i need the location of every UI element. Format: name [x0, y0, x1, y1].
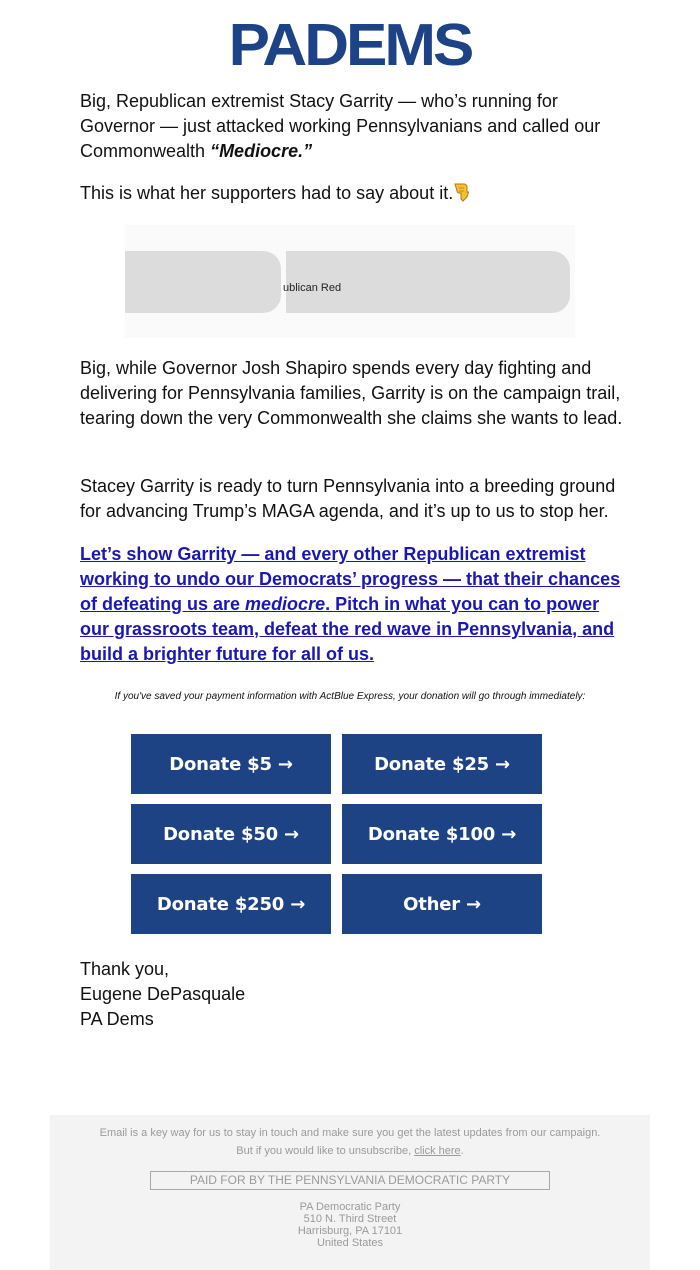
donate-100-button[interactable]: Donate $100 →: [342, 804, 542, 864]
donate-250-button[interactable]: Donate $250 →: [131, 874, 331, 934]
donate-other-button[interactable]: Other →: [342, 874, 542, 934]
donate-50-button[interactable]: Donate $50 →: [131, 804, 331, 864]
footer-unsubscribe-line: [50, 1145, 650, 1157]
donate-5-button[interactable]: Donate $5 →: [131, 734, 331, 794]
unsubscribe-prefix: But if you would like to unsubscribe,: [236, 1145, 415, 1157]
address-country: United States: [316, 1237, 384, 1249]
donate-25-button[interactable]: Donate $25 →: [342, 734, 542, 794]
shapiro-paragraph: Big, while Governor Josh Shapiro spends every day fighting and delivering for Pennsylvania families, Garrity is on the campaign trail, tearing down the very Commonwealth she claims she wants to lead.: [80, 358, 623, 428]
signoff-name: Eugene DePasquale: [80, 984, 246, 1004]
cta-text-prefix: Let’s show Garrity — and every other Republican extremist working to undo our Democrats’ progress — that their chances of defeating us are: [80, 544, 621, 614]
supporters-text: This is what her supporters had to say about it.: [80, 183, 454, 203]
intro-paragraph: [80, 89, 625, 164]
tweet-screenshot-image[interactable]: [125, 225, 575, 338]
address-org: PA Democratic Party: [299, 1201, 401, 1213]
donate-button-grid: [131, 734, 542, 934]
mailing-address: [50, 1201, 650, 1249]
image-caption-fragment: ublican Red: [283, 282, 342, 294]
email-footer: [50, 1115, 650, 1270]
cta-paragraph: [80, 542, 625, 667]
address-city: Harrisburg, PA 17101: [297, 1225, 403, 1237]
unsubscribe-link[interactable]: click here: [414, 1145, 461, 1157]
signoff-org: PA Dems: [80, 1009, 154, 1029]
logo-text: PADEMS: [228, 12, 472, 79]
unsubscribe-suffix: .: [460, 1145, 464, 1157]
address-street: 510 N. Third Street: [303, 1213, 397, 1225]
intro-text: Big, Republican extremist Stacy Garrity — who’s running for Governor — just attacked working Pennsylvanians and called our Commonwealth: [80, 91, 601, 161]
cta-text-suffix: . Pitch in what you can to power our grassroots team, defeat the red wave in Pennsylvania, and build a brighter future for all of us.: [80, 594, 615, 664]
backhand-index-pointing-down-icon: [454, 182, 470, 202]
paid-for-disclaimer: PAID FOR BY THE PENNSYLVANIA DEMOCRATIC PARTY: [150, 1171, 550, 1190]
signoff-thanks: Thank you,: [80, 959, 170, 979]
donate-cta-link[interactable]: [80, 544, 620, 664]
signoff: [80, 957, 245, 1032]
padems-logo[interactable]: [0, 12, 700, 79]
cta-emphasis: mediocre: [245, 594, 326, 614]
supporters-paragraph: [80, 181, 625, 206]
reply-bubble-left: [125, 251, 281, 313]
actblue-disclaimer: If you've saved your payment information with ActBlue Express, your donation will go through immediately:: [114, 691, 586, 702]
footer-email-notice: Email is a key way for us to stay in touch and make sure you get the latest updates from our campaign.: [99, 1127, 601, 1139]
maga-paragraph: Stacey Garrity is ready to turn Pennsylvania into a breeding ground for advancing Trump’s MAGA agenda, and it’s up to us to stop her.: [80, 476, 616, 521]
mediocre-quote: “Mediocre.”: [210, 141, 313, 161]
